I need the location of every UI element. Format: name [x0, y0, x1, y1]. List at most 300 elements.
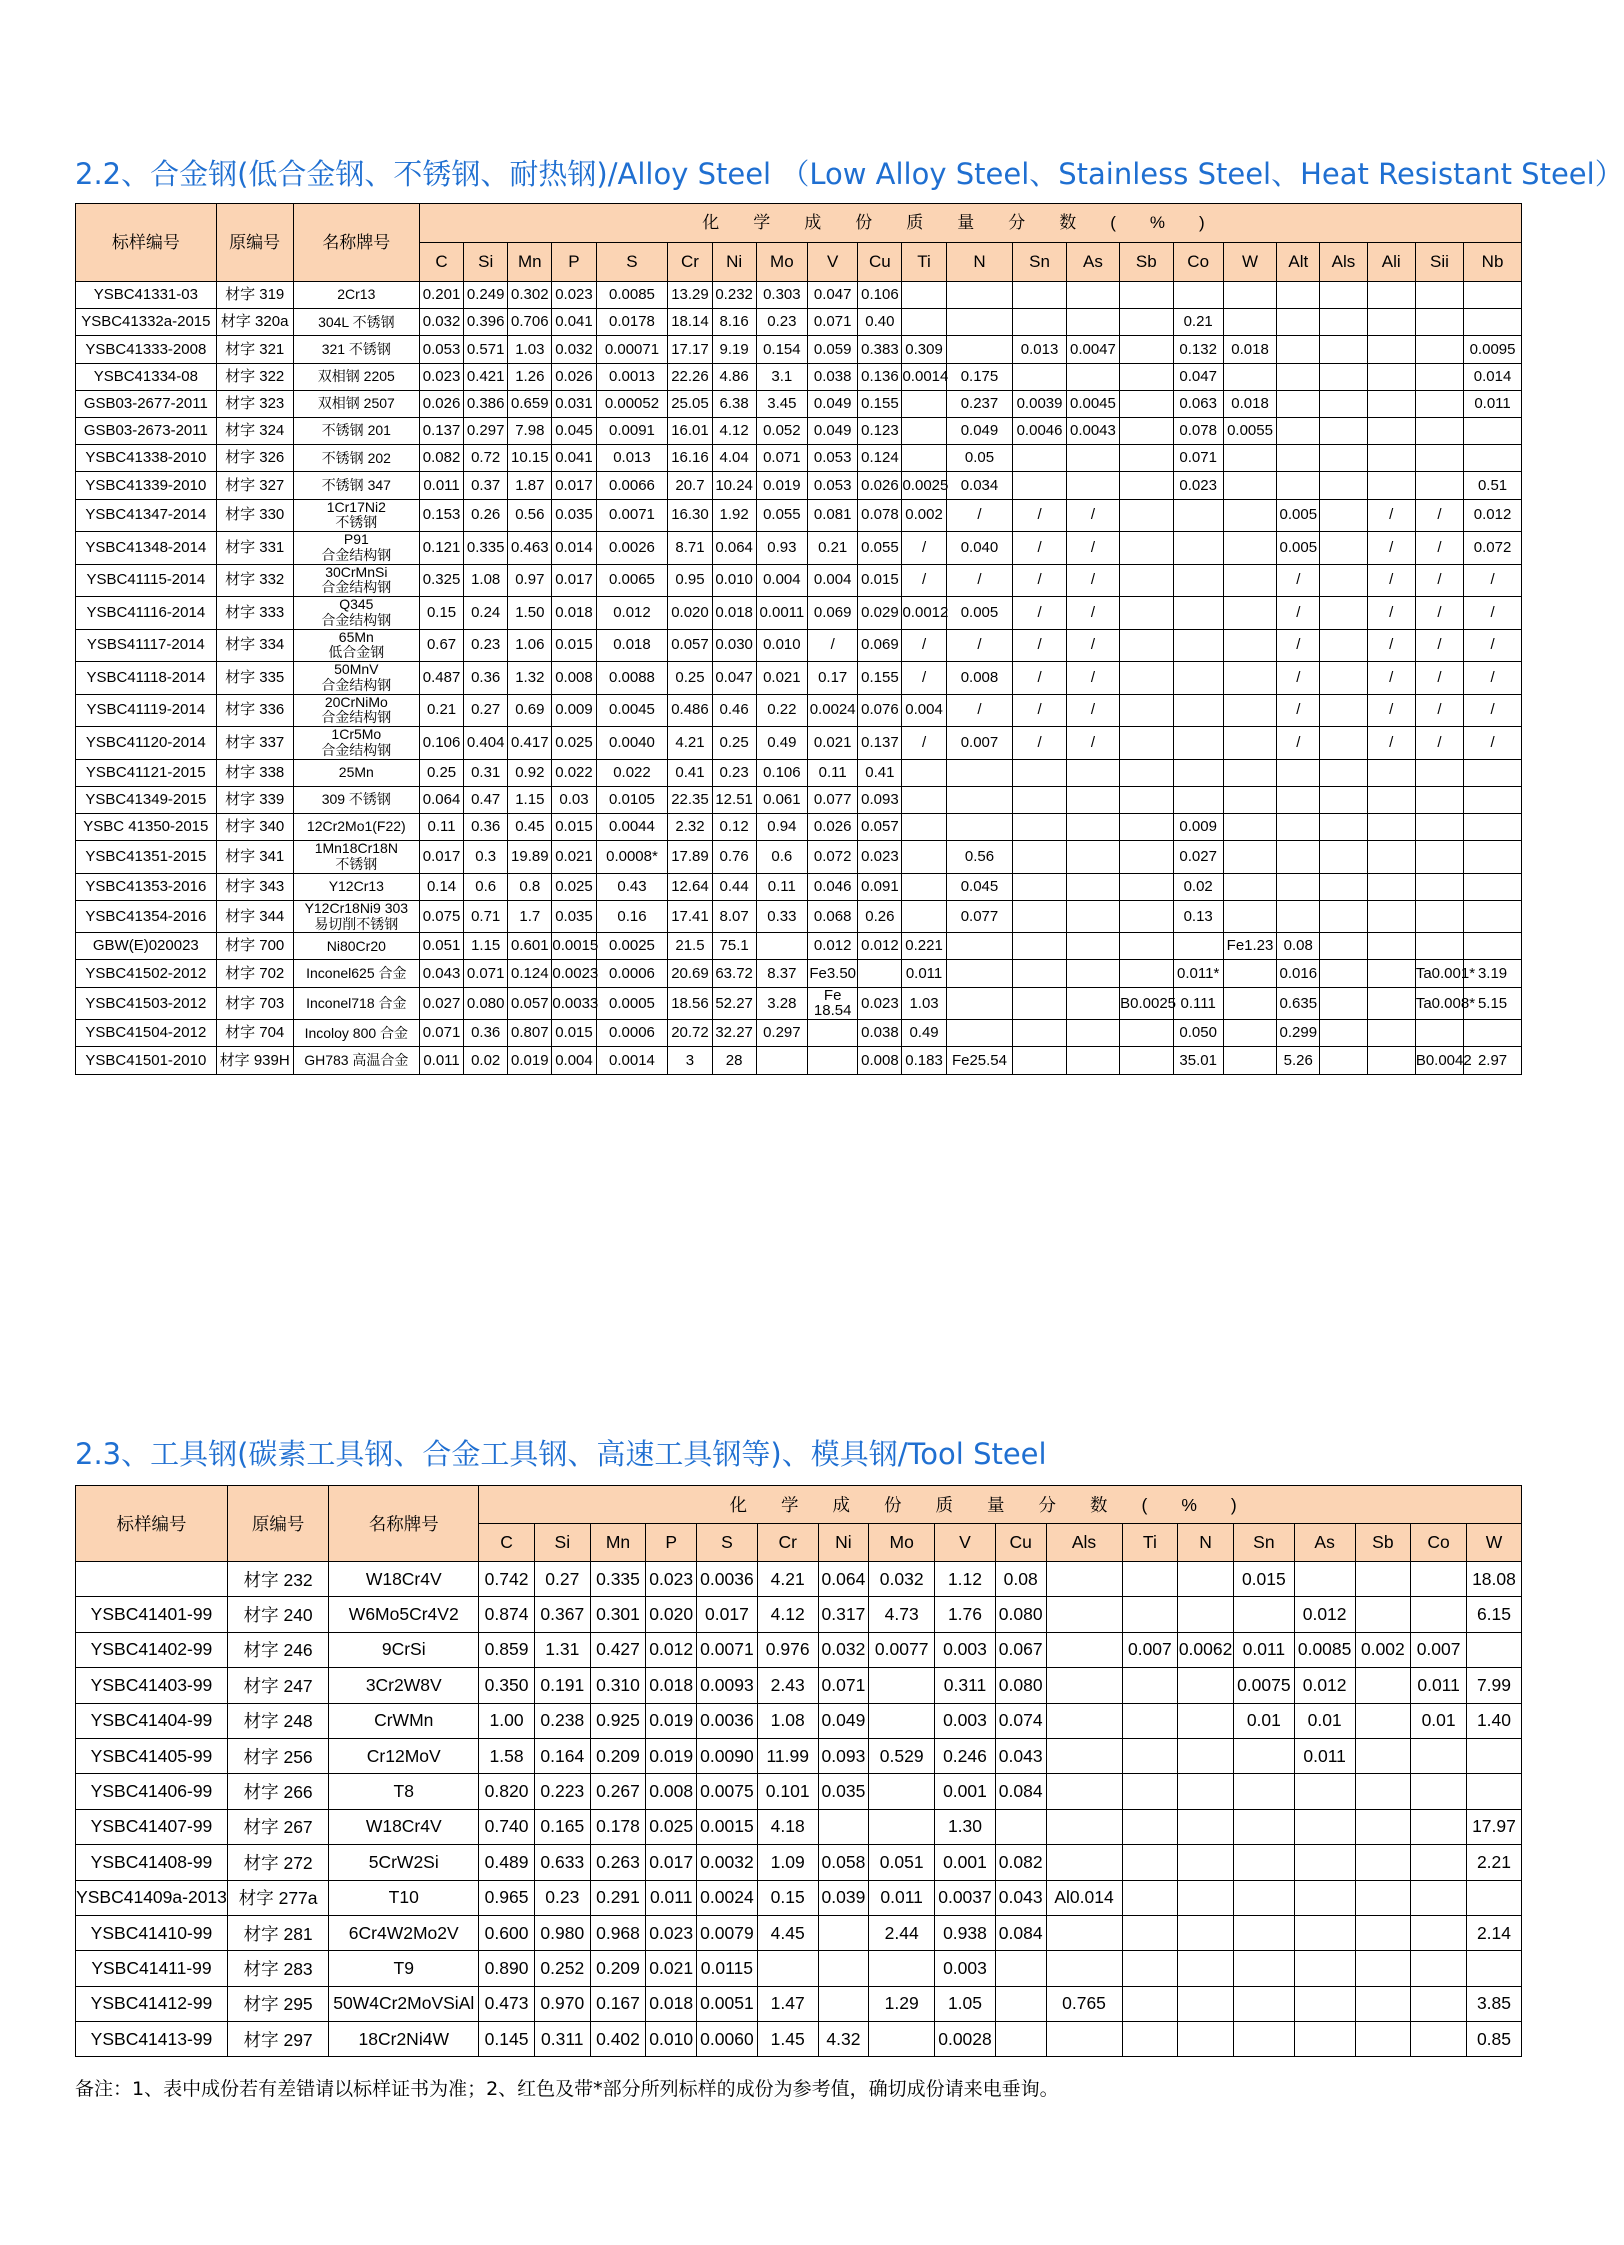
element-value-als [1320, 759, 1367, 786]
element-value-n [946, 1020, 1013, 1047]
element-value-c: 0.026 [419, 390, 463, 417]
element-header-cr: Cr [757, 1524, 818, 1562]
table-row [76, 390, 1522, 417]
element-value-mo: 0.0011 [756, 597, 807, 630]
element-value-co: 0.023 [1173, 472, 1223, 499]
element-value-mo: 0.055 [756, 499, 807, 532]
element-value-mn: 0.301 [590, 1597, 646, 1632]
element-value-co: 0.009 [1173, 813, 1223, 840]
element-value-cr: 17.89 [668, 841, 712, 874]
element-value-alt [1277, 900, 1320, 933]
element-value-ali: / [1367, 564, 1415, 597]
element-value-s: 0.0013 [596, 363, 668, 390]
original-code: 材字 341 [216, 841, 293, 874]
element-header-cr: Cr [668, 243, 712, 282]
element-value-s: 0.0093 [697, 1668, 758, 1703]
element-value-v: 0.071 [808, 309, 858, 336]
element-value-ti [902, 841, 946, 874]
element-value-c: 0.137 [419, 417, 463, 444]
grade-name: 1Cr5Mo 合金结构钢 [293, 727, 419, 760]
element-value-alt: / [1277, 694, 1320, 727]
element-value-v: 0.072 [808, 841, 858, 874]
element-value-alt [1277, 472, 1320, 499]
element-value-cr: 18.56 [668, 987, 712, 1020]
element-header-s: S [697, 1524, 758, 1562]
element-value-als [1320, 727, 1367, 760]
element-value-s: 0.0036 [697, 1703, 758, 1738]
sample-code: YSBC41347-2014 [76, 499, 217, 532]
sample-code: YSBC41408-99 [76, 1845, 228, 1880]
element-value-cr: 1.08 [757, 1703, 818, 1738]
element-value-cu [995, 1951, 1046, 1986]
grade-name: Y12Cr13 [293, 873, 419, 900]
element-value-sn [1233, 1845, 1294, 1880]
element-value-as [1066, 987, 1119, 1020]
element-value-p: 0.012 [646, 1632, 697, 1667]
original-code: 材字 322 [216, 363, 293, 390]
element-value-si: 0.23 [534, 1880, 590, 1915]
element-value-n [1178, 1738, 1234, 1773]
element-value-mn: 0.92 [508, 759, 552, 786]
element-value-sii: / [1415, 727, 1463, 760]
element-value-sii: / [1415, 564, 1463, 597]
element-value-sn: 0.011 [1233, 1632, 1294, 1667]
element-value-sn [1233, 1738, 1294, 1773]
element-value-s: 0.0079 [697, 1915, 758, 1950]
element-value-as: 0.012 [1294, 1597, 1355, 1632]
sample-code: YSBC41403-99 [76, 1668, 228, 1703]
element-value-v: 1.76 [935, 1597, 996, 1632]
table-row [76, 841, 1522, 874]
element-value-sb [1355, 1951, 1411, 1986]
element-value-mo [756, 1047, 807, 1074]
element-value-p: 0.015 [552, 1020, 596, 1047]
element-value-c: 0.600 [479, 1915, 535, 1950]
element-value-sn: 0.01 [1233, 1703, 1294, 1738]
element-value-co: 0.011* [1173, 960, 1223, 987]
element-value-s: 0.0045 [596, 694, 668, 727]
element-value-cr: 0.41 [668, 759, 712, 786]
element-value-ni: 0.44 [712, 873, 756, 900]
element-header-v: V [935, 1524, 996, 1562]
element-value-as [1066, 363, 1119, 390]
element-value-si: 0.3 [464, 841, 508, 874]
element-value-c: 0.053 [419, 336, 463, 363]
table-row [76, 1880, 1522, 1915]
sample-code: YSBC41354-2016 [76, 900, 217, 933]
element-header-cu: Cu [858, 243, 902, 282]
element-value-ti: 0.183 [902, 1047, 946, 1074]
element-value-mo [869, 1668, 935, 1703]
element-value-s: 0.0071 [596, 499, 668, 532]
element-value-ti [902, 900, 946, 933]
element-value-mo: 0.021 [756, 662, 807, 695]
element-value-nb: 0.0095 [1464, 336, 1522, 363]
element-value-sii [1415, 786, 1463, 813]
original-code: 材字 266 [227, 1774, 328, 1809]
original-code: 材字 319 [216, 282, 293, 309]
element-value-cu: 0.043 [995, 1880, 1046, 1915]
element-value-mn: 0.659 [508, 390, 552, 417]
element-value-si: 0.421 [464, 363, 508, 390]
table-row [76, 363, 1522, 390]
sample-code [76, 1562, 228, 1597]
element-value-s: 0.0024 [697, 1880, 758, 1915]
original-code: 材字 343 [216, 873, 293, 900]
element-value-mo: 0.019 [756, 472, 807, 499]
element-value-co: 0.01 [1411, 1703, 1467, 1738]
element-value-w: 0.0055 [1223, 417, 1276, 444]
element-value-co [1173, 282, 1223, 309]
original-code: 材字 281 [227, 1915, 328, 1950]
element-value-as [1066, 309, 1119, 336]
element-value-co [1411, 1880, 1467, 1915]
element-value-s: 0.018 [596, 629, 668, 662]
element-value-nb: 0.011 [1464, 390, 1522, 417]
element-value-co [1411, 1809, 1467, 1844]
element-value-v: 0.938 [935, 1915, 996, 1950]
grade-name: 双相钢 2507 [293, 390, 419, 417]
element-value-cu: 0.136 [858, 363, 902, 390]
sample-code: YSBC41405-99 [76, 1738, 228, 1773]
element-value-cr: 4.18 [757, 1809, 818, 1844]
element-value-w [1466, 1738, 1521, 1773]
table-row [76, 759, 1522, 786]
element-value-als [1046, 1774, 1122, 1809]
grade-name: 12Cr2Mo1(F22) [293, 813, 419, 840]
element-value-alt [1277, 873, 1320, 900]
element-value-sb [1355, 2022, 1411, 2057]
element-value-w [1223, 759, 1276, 786]
original-code: 材字 326 [216, 445, 293, 472]
element-value-cr: 13.29 [668, 282, 712, 309]
table-row [76, 1845, 1522, 1880]
element-value-w [1223, 987, 1276, 1020]
element-value-als [1320, 564, 1367, 597]
table-row [76, 1562, 1522, 1597]
element-value-ni [818, 1809, 869, 1844]
element-value-n [946, 960, 1013, 987]
element-value-v: 0.246 [935, 1738, 996, 1773]
element-value-sb [1120, 759, 1173, 786]
element-value-cu: 0.124 [858, 445, 902, 472]
table-row [76, 1047, 1522, 1074]
element-value-p: 0.014 [552, 532, 596, 565]
element-value-co [1173, 564, 1223, 597]
table-row [76, 694, 1522, 727]
original-code: 材字 704 [216, 1020, 293, 1047]
element-header-als: Als [1320, 243, 1367, 282]
element-value-cr: 4.21 [668, 727, 712, 760]
element-value-c: 0.106 [419, 727, 463, 760]
element-value-v: 0.021 [808, 727, 858, 760]
element-value-sb [1120, 532, 1173, 565]
grade-name: GH783 高温合金 [293, 1047, 419, 1074]
element-value-c: 0.043 [419, 960, 463, 987]
element-value-v: 0.046 [808, 873, 858, 900]
sample-code: YSBC41334-08 [76, 363, 217, 390]
element-value-v: 0.059 [808, 336, 858, 363]
element-value-s: 0.0036 [697, 1562, 758, 1597]
element-value-cr: 16.01 [668, 417, 712, 444]
sample-code: GSB03-2673-2011 [76, 417, 217, 444]
element-value-ali: / [1367, 694, 1415, 727]
grade-name: 50MnV 合金结构钢 [293, 662, 419, 695]
element-value-mn: 0.56 [508, 499, 552, 532]
sample-code: YSBC41504-2012 [76, 1020, 217, 1047]
element-value-als [1046, 1809, 1122, 1844]
element-value-ti [1122, 1703, 1178, 1738]
grade-name: Ni80Cr20 [293, 933, 419, 960]
element-value-c: 0.075 [419, 900, 463, 933]
element-header-si: Si [464, 243, 508, 282]
element-value-sn [1013, 960, 1066, 987]
element-value-s: 0.0014 [596, 1047, 668, 1074]
element-value-sn [1233, 1951, 1294, 1986]
element-value-mo: 3.28 [756, 987, 807, 1020]
element-value-p: 0.025 [646, 1809, 697, 1844]
table-row [76, 1915, 1522, 1950]
element-value-sn: 0.0046 [1013, 417, 1066, 444]
element-value-mo: 0.93 [756, 532, 807, 565]
element-value-mn: 0.209 [590, 1738, 646, 1773]
element-value-s: 0.0088 [596, 662, 668, 695]
element-value-n: / [946, 629, 1013, 662]
element-value-sii [1415, 336, 1463, 363]
element-value-ali [1367, 445, 1415, 472]
element-value-co [1173, 694, 1223, 727]
table-row [76, 532, 1522, 565]
element-value-n: 0.049 [946, 417, 1013, 444]
element-value-n [946, 282, 1013, 309]
element-value-v: 0.11 [808, 759, 858, 786]
element-value-mo [869, 1951, 935, 1986]
element-value-sii [1415, 900, 1463, 933]
element-value-c: 0.742 [479, 1562, 535, 1597]
element-value-c: 0.071 [419, 1020, 463, 1047]
element-value-s: 0.16 [596, 900, 668, 933]
element-value-als [1320, 841, 1367, 874]
element-value-n: 0.175 [946, 363, 1013, 390]
element-value-n [1178, 1880, 1234, 1915]
element-value-nb [1464, 813, 1522, 840]
element-value-sb [1120, 1047, 1173, 1074]
element-value-nb: 0.012 [1464, 499, 1522, 532]
header-orig: 原编号 [216, 204, 293, 282]
element-value-ali: / [1367, 597, 1415, 630]
element-value-nb [1464, 759, 1522, 786]
element-value-alt [1277, 309, 1320, 336]
element-value-as [1294, 2022, 1355, 2057]
element-value-sb [1120, 813, 1173, 840]
element-value-sb [1120, 472, 1173, 499]
element-value-alt [1277, 759, 1320, 786]
grade-name: W6Mo5Cr4V2 [329, 1597, 479, 1632]
table-row [76, 1703, 1522, 1738]
element-value-sn [1013, 900, 1066, 933]
original-code: 材字 283 [227, 1951, 328, 1986]
element-value-p: 0.018 [646, 1986, 697, 2021]
element-value-ni: 12.51 [712, 786, 756, 813]
element-value-nb [1464, 1020, 1522, 1047]
element-value-sn: 0.013 [1013, 336, 1066, 363]
element-value-sb [1355, 1668, 1411, 1703]
element-value-sb [1120, 1020, 1173, 1047]
element-value-p: 0.015 [552, 813, 596, 840]
element-value-cu: 0.067 [995, 1632, 1046, 1667]
element-value-ni: 0.035 [818, 1774, 869, 1809]
element-value-als [1320, 417, 1367, 444]
element-value-ni: 0.049 [818, 1703, 869, 1738]
element-value-sb [1355, 1915, 1411, 1950]
element-value-co: 0.050 [1173, 1020, 1223, 1047]
element-value-mo: 0.032 [869, 1562, 935, 1597]
element-value-cu: 0.008 [858, 1047, 902, 1074]
table-row [76, 1986, 1522, 2021]
table-row [76, 597, 1522, 630]
element-value-n [946, 786, 1013, 813]
element-value-co: 0.011 [1411, 1668, 1467, 1703]
original-code: 材字 295 [227, 1986, 328, 2021]
element-value-s: 0.022 [596, 759, 668, 786]
element-value-mo: 8.37 [756, 960, 807, 987]
element-value-co [1173, 759, 1223, 786]
grade-name: T8 [329, 1774, 479, 1809]
element-value-co [1411, 2022, 1467, 2057]
section-title-tool-steel: 2.3、工具钢(碳素工具钢、合金工具钢、高速工具钢等)、模具钢/Tool Steel [75, 1437, 1047, 1471]
element-value-sii: / [1415, 629, 1463, 662]
element-value-mn: 7.98 [508, 417, 552, 444]
element-value-cu: 0.080 [995, 1668, 1046, 1703]
element-value-ti: 0.0014 [902, 363, 946, 390]
grade-name: Inconel625 合金 [293, 960, 419, 987]
table-row [76, 933, 1522, 960]
original-code: 材字 700 [216, 933, 293, 960]
tool-steel-table [75, 1485, 1522, 2057]
element-value-co: 0.063 [1173, 390, 1223, 417]
element-value-ali [1367, 841, 1415, 874]
element-value-n [946, 336, 1013, 363]
element-value-cr: 8.71 [668, 532, 712, 565]
element-value-als [1320, 336, 1367, 363]
element-value-sii: B0.0042 [1415, 1047, 1463, 1074]
table-row [76, 564, 1522, 597]
element-value-w [1223, 309, 1276, 336]
element-value-p: 0.019 [646, 1738, 697, 1773]
element-value-as: / [1066, 532, 1119, 565]
element-value-w [1223, 472, 1276, 499]
table-row [76, 987, 1522, 1020]
element-header-ni: Ni [712, 243, 756, 282]
grade-name: Cr12MoV [329, 1738, 479, 1773]
element-value-n: 0.034 [946, 472, 1013, 499]
element-value-s: 0.0071 [697, 1632, 758, 1667]
element-value-sii: / [1415, 662, 1463, 695]
element-value-mo: 0.94 [756, 813, 807, 840]
element-value-ni: 0.030 [712, 629, 756, 662]
element-header-sn: Sn [1233, 1524, 1294, 1562]
element-value-co: 0.13 [1173, 900, 1223, 933]
element-value-sn: / [1013, 694, 1066, 727]
element-value-mo: 0.529 [869, 1738, 935, 1773]
element-value-cr: 1.09 [757, 1845, 818, 1880]
element-value-sn: 0.0075 [1233, 1668, 1294, 1703]
element-value-mn: 1.87 [508, 472, 552, 499]
sample-code: YSBC41119-2014 [76, 694, 217, 727]
element-value-s: 0.0115 [697, 1951, 758, 1986]
element-value-nb [1464, 282, 1522, 309]
element-value-als [1046, 1632, 1122, 1667]
element-value-ali [1367, 759, 1415, 786]
element-value-cr: 17.41 [668, 900, 712, 933]
element-value-as: 0.012 [1294, 1668, 1355, 1703]
element-value-cr: 18.14 [668, 309, 712, 336]
element-value-co [1411, 1986, 1467, 2021]
element-value-cr: 12.64 [668, 873, 712, 900]
element-value-c: 0.011 [419, 472, 463, 499]
element-value-ni: 0.058 [818, 1845, 869, 1880]
element-header-ni: Ni [818, 1524, 869, 1562]
element-value-cr: 0.976 [757, 1632, 818, 1667]
element-value-cu: 0.084 [995, 1915, 1046, 1950]
element-value-n [1178, 1986, 1234, 2021]
element-value-sb [1120, 564, 1173, 597]
element-value-si: 0.980 [534, 1915, 590, 1950]
element-value-alt: / [1277, 564, 1320, 597]
element-value-c: 0.11 [419, 813, 463, 840]
element-value-v: 1.05 [935, 1986, 996, 2021]
element-value-nb: 5.15 [1464, 987, 1522, 1020]
element-value-p: 0.004 [552, 1047, 596, 1074]
element-value-p: 0.011 [646, 1880, 697, 1915]
element-value-ni: 75.1 [712, 933, 756, 960]
element-value-cr: 0.486 [668, 694, 712, 727]
element-value-ti: 0.49 [902, 1020, 946, 1047]
element-value-als [1046, 1915, 1122, 1950]
element-header-als: Als [1046, 1524, 1122, 1562]
element-value-as [1066, 1047, 1119, 1074]
element-value-c: 0.14 [419, 873, 463, 900]
element-value-als [1320, 1047, 1367, 1074]
element-value-co [1411, 1915, 1467, 1950]
grade-name: 50W4Cr2MoVSiAl [329, 1986, 479, 2021]
element-value-ti: 0.007 [1122, 1632, 1178, 1667]
element-value-sii [1415, 390, 1463, 417]
element-value-ni [818, 1915, 869, 1950]
element-value-cu [858, 960, 902, 987]
element-value-sii [1415, 1020, 1463, 1047]
element-header-sii: Sii [1415, 243, 1463, 282]
element-value-ali [1367, 1047, 1415, 1074]
original-code: 材字 939H [216, 1047, 293, 1074]
element-value-cu: 0.023 [858, 841, 902, 874]
element-value-si: 0.386 [464, 390, 508, 417]
element-value-s: 0.012 [596, 597, 668, 630]
element-value-as [1294, 1774, 1355, 1809]
element-value-as [1066, 960, 1119, 987]
element-value-alt: 5.26 [1277, 1047, 1320, 1074]
table-row [76, 499, 1522, 532]
original-code: 材字 324 [216, 417, 293, 444]
element-value-p: 0.045 [552, 417, 596, 444]
element-header-c: C [419, 243, 463, 282]
original-code: 材字 247 [227, 1668, 328, 1703]
element-value-sn [1013, 472, 1066, 499]
element-value-sb [1120, 390, 1173, 417]
element-value-w [1223, 629, 1276, 662]
element-value-als [1320, 309, 1367, 336]
element-value-v: 0.026 [808, 813, 858, 840]
